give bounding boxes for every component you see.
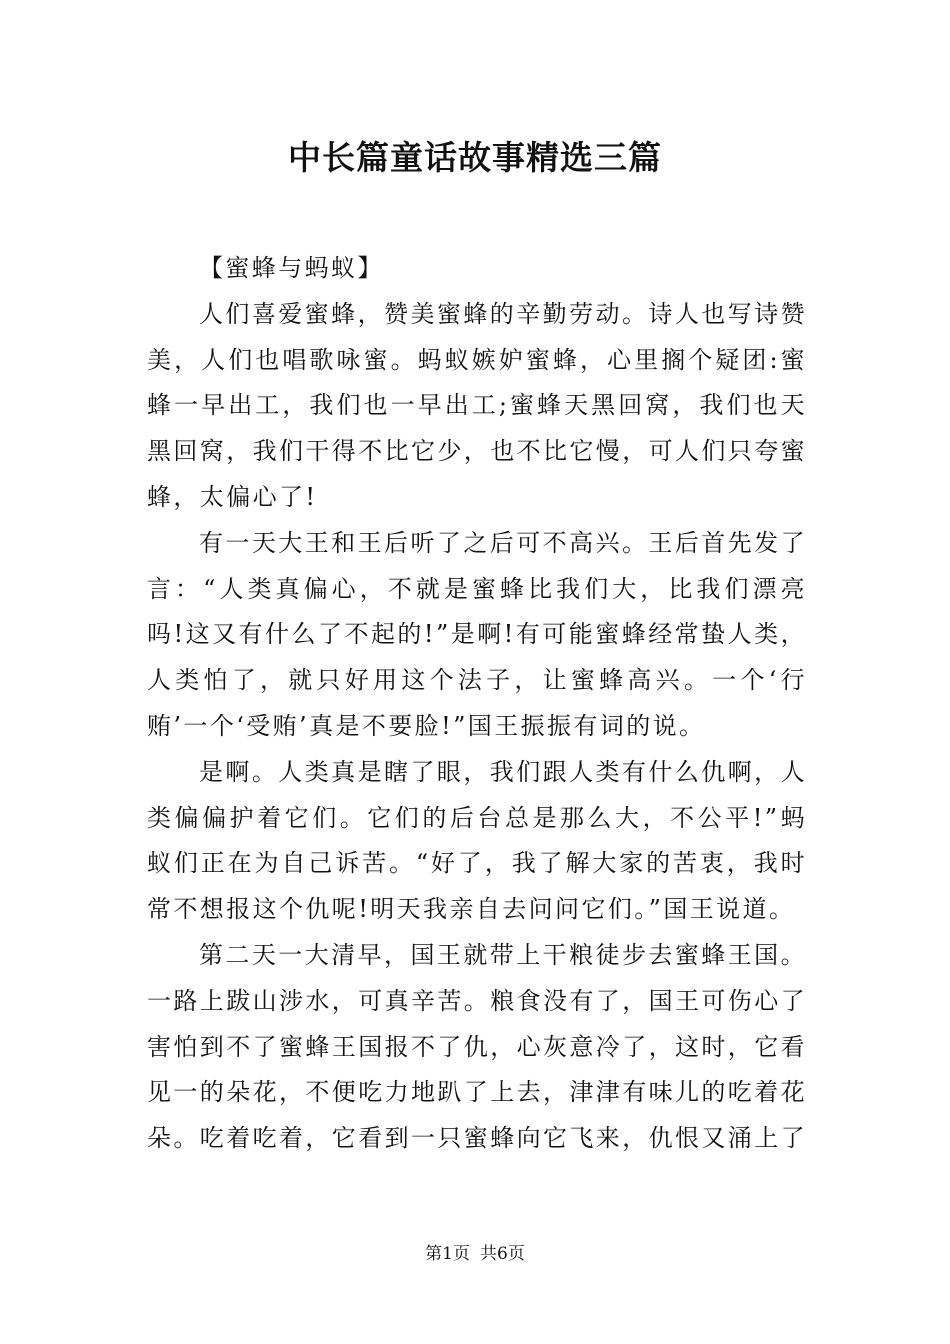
page-number: 第1页 bbox=[425, 1244, 470, 1264]
section-heading: 【蜜蜂与蚂蚁】 bbox=[199, 254, 384, 282]
document-body bbox=[147, 246, 807, 1162]
paragraph: 有一天大王和王后听了之后可不高兴。王后首先发了言：“人类真偏心，不就是蜜蜂比我们大，比我们漂亮吗!这又有什么了不起的!”是啊!有可能蜜蜂经常蛰人类，人类怕了，就只好用这个法子，让蜜蜂高兴。一个‘行贿’一个‘受贿’真是不要脸!”国王振振有词的说。 bbox=[147, 528, 807, 740]
document-title: 中长篇童话故事精选三篇 bbox=[288, 138, 662, 177]
total-pages: 共6页 bbox=[480, 1244, 525, 1264]
page-footer bbox=[0, 1242, 950, 1266]
paragraph: 人们喜爱蜜蜂，赞美蜜蜂的辛勤劳动。诗人也写诗赞美，人们也唱歌咏蜜。蚂蚁嫉妒蜜蜂，心里搁个疑团:蜜蜂一早出工，我们也一早出工;蜜蜂天黑回窝，我们也天黑回窝，我们干得不比它少，也不比它慢，可人们只夸蜜蜂，太偏心了! bbox=[147, 299, 807, 511]
paragraph: 是啊。人类真是瞎了眼，我们跟人类有什么仇啊，人类偏偏护着它们。它们的后台总是那么大，不公平!”蚂蚁们正在为自己诉苦。“好了，我了解大家的苦衷，我时常不想报这个仇呢!明天我亲自去问问它们。”国王说道。 bbox=[147, 757, 807, 924]
paragraph: 第二天一大清早，国王就带上干粮徒步去蜜蜂王国。一路上跋山涉水，可真辛苦。粮食没有了，国王可伤心了害怕到不了蜜蜂王国报不了仇，心灰意冷了，这时，它看见一的朵花，不便吃力地趴了上去，津津有味儿的吃着花朵。吃着吃着，它看到一只蜜蜂向它飞来，仇恨又涌上了 bbox=[147, 940, 807, 1153]
